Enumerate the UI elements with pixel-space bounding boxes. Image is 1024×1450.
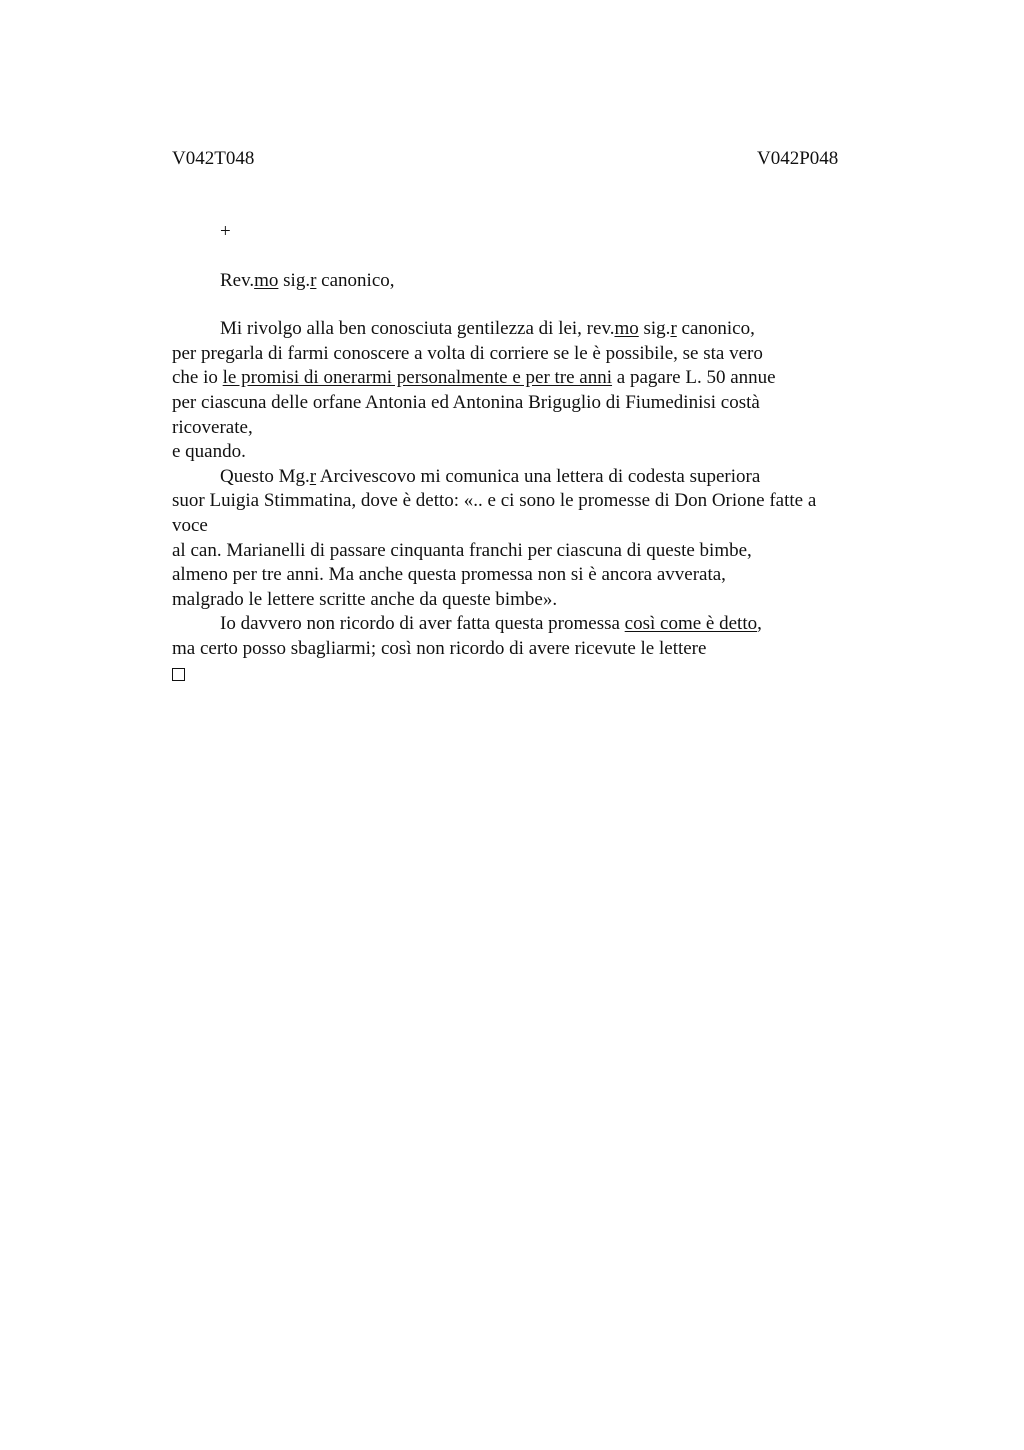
text-run: Arcivescovo mi comunica una lettera di codesta superiora [316,465,761,487]
underlined-text: r [670,318,677,340]
text-run: che io [172,367,223,389]
paragraph-2-line-2: suor Luigia Stimmatina, dove è detto: «.. e ci sono le promesse di Don Orione fatte a [172,490,817,512]
salutation-text: canonico, [316,269,395,291]
text-run: , [757,613,762,635]
document-code-left: V042T048 [172,148,255,169]
paragraph-1-line-4: per ciascuna delle orfane Antonia ed Antonina Briguglio di Fiumedinisi costà [172,391,760,413]
end-mark-line [172,662,892,687]
paragraph-2-line-6: malgrado le lettere scritte anche da queste bimbe». [172,588,558,610]
underlined-text: r [309,465,317,487]
paragraph-2-line-4: al can. Marianelli di passare cinquanta franchi per ciascuna di queste bimbe, [172,539,752,561]
paragraph-1-line-2: per pregarla di farmi conoscere a volta di corriere se le è possibile, se sta vero [172,342,763,364]
checkbox-square-icon [172,668,185,681]
letter-body [172,220,892,686]
cross-mark: + [220,221,231,242]
paragraph-2-line-5: almeno per tre anni. Ma anche questa promessa non si è ancora avverata, [172,564,726,586]
salutation-text: sig. [278,269,311,291]
salutation-text: Rev. [220,269,255,291]
paragraph-3-line-2: ma certo posso sbagliarmi; così non ricordo di avere ricevute le lettere [172,637,707,659]
salutation-superscript: mo [254,269,279,291]
paragraph-2-line-3: voce [172,514,208,536]
text-run: a pagare L. 50 annue [612,367,776,389]
text-run: sig. [638,318,671,340]
paragraph-2-line-1 [172,465,892,490]
paragraph-1-line-5: ricoverate, [172,416,253,438]
underlined-text: mo [614,318,639,340]
text-run: Questo Mg. [220,465,310,487]
paragraph-3-line-1 [172,612,892,637]
paragraph-1-line-1 [172,317,892,342]
underlined-text: così come è detto [624,613,758,635]
text-run: Mi rivolgo alla ben conosciuta gentilezza di lei, rev. [220,318,615,340]
paragraph-1-line-6: e quando. [172,441,246,463]
underlined-text: le promisi di onerarmi personalmente e per tre anni [222,367,613,389]
salutation-superscript: r [310,269,317,291]
paragraph-1-line-3 [172,366,892,391]
salutation [172,269,892,294]
blank-line [172,245,892,269]
document-code-right: V042P048 [757,148,839,169]
blank-line [172,293,892,317]
text-run: canonico, [676,318,755,340]
text-run: Io davvero non ricordo di aver fatta questa promessa [220,613,625,635]
